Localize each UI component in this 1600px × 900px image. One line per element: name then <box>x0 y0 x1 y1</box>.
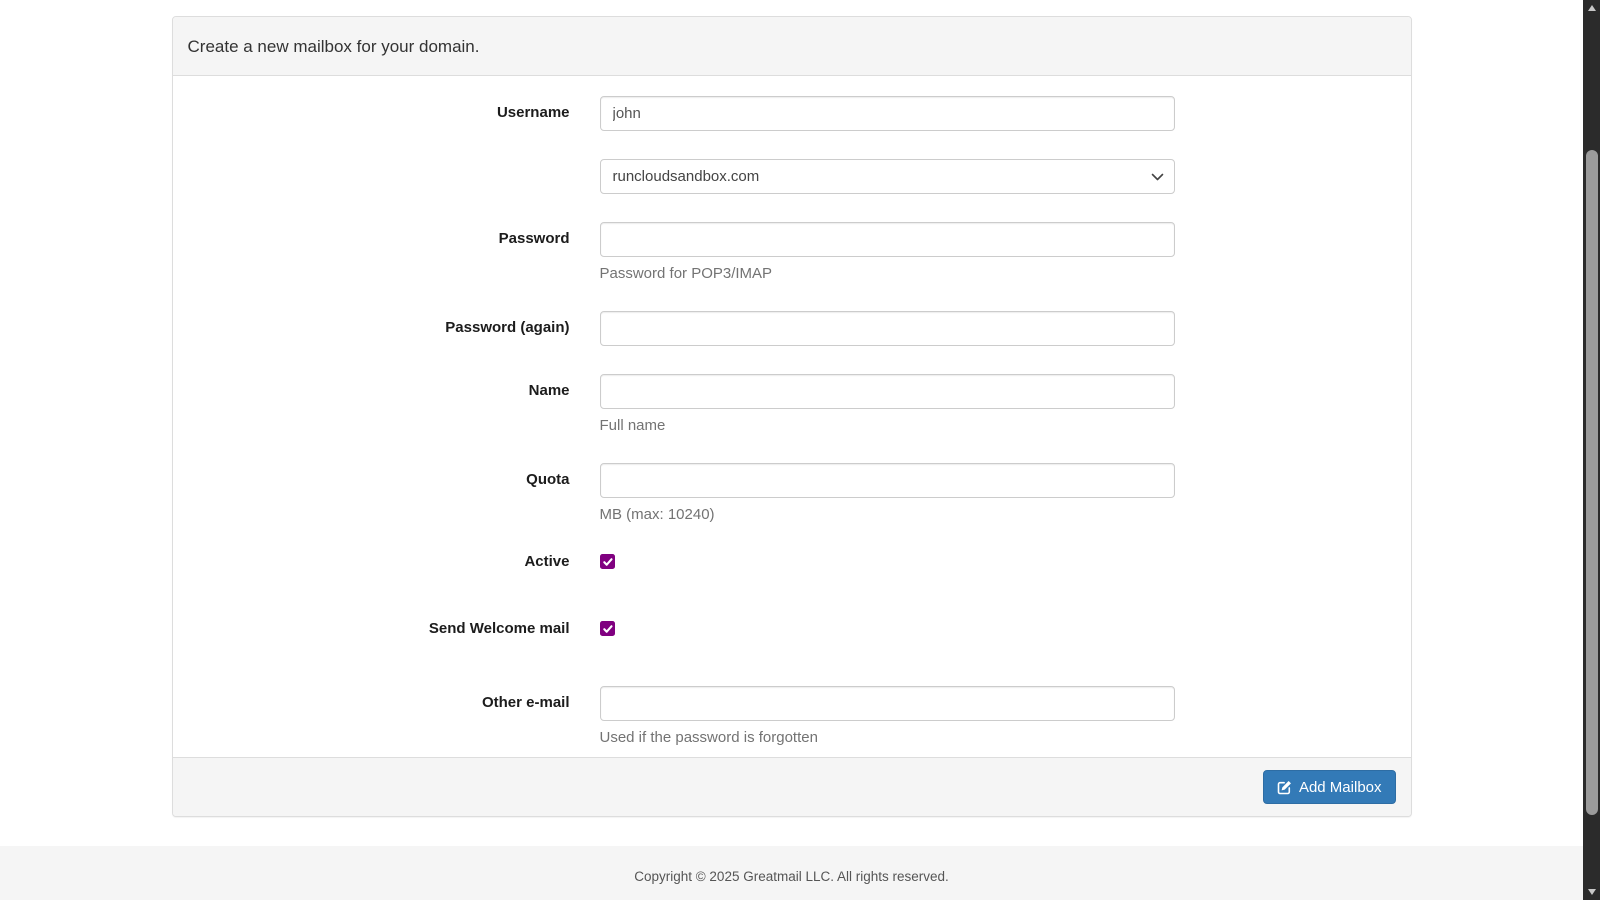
username-label: Username <box>496 104 570 121</box>
other-email-row <box>188 686 1396 747</box>
checkmark-icon <box>602 556 614 568</box>
password-row <box>188 222 1396 283</box>
active-row <box>188 552 1396 571</box>
other-email-help: Used if the password is forgotten <box>599 729 818 746</box>
triangle-up-icon <box>1588 5 1596 11</box>
password-label: Password <box>498 230 570 247</box>
quota-label: Quota <box>526 471 570 488</box>
panel-heading <box>173 17 1411 76</box>
panel-footer <box>173 757 1411 816</box>
active-checkbox[interactable] <box>600 554 615 569</box>
domain-select[interactable] <box>600 159 1175 194</box>
add-mailbox-button[interactable] <box>1263 770 1396 804</box>
password-again-row <box>188 311 1396 346</box>
domain-row <box>188 159 1396 194</box>
password-again-input[interactable] <box>600 311 1175 346</box>
username-row <box>188 96 1396 131</box>
name-help: Full name <box>599 417 666 434</box>
quota-row <box>188 463 1396 524</box>
vertical-scrollbar-thumb[interactable] <box>1586 150 1598 815</box>
checkmark-icon <box>602 623 614 635</box>
username-input[interactable] <box>600 96 1175 131</box>
send-welcome-checkbox[interactable] <box>600 621 615 636</box>
password-again-label: Password (again) <box>445 319 570 336</box>
password-input[interactable] <box>600 222 1175 257</box>
other-email-input[interactable] <box>600 686 1175 721</box>
mailbox-form <box>173 76 1411 757</box>
send-welcome-label: Send Welcome mail <box>428 620 570 637</box>
send-welcome-row <box>188 619 1396 638</box>
panel-title: Create a new mailbox for your domain. <box>187 37 480 56</box>
password-help: Password for POP3/IMAP <box>599 265 773 282</box>
add-mailbox-button-label: Add Mailbox <box>1298 778 1382 796</box>
scrollbar-up-arrow[interactable] <box>1583 0 1600 16</box>
quota-help: MB (max: 10240) <box>599 506 715 523</box>
create-mailbox-panel <box>172 16 1412 817</box>
content-container <box>172 16 1412 817</box>
edit-pencil-square-icon <box>1277 780 1292 795</box>
other-email-label: Other e-mail <box>481 694 570 711</box>
scrollbar-down-arrow[interactable] <box>1583 884 1600 900</box>
name-label: Name <box>528 382 570 399</box>
copyright-text: Copyright © 2025 Greatmail LLC. All rights reserved. <box>634 869 949 884</box>
page-footer <box>0 846 1583 900</box>
quota-input[interactable] <box>600 463 1175 498</box>
vertical-scrollbar-track[interactable] <box>1583 0 1600 900</box>
name-row <box>188 374 1396 435</box>
name-input[interactable] <box>600 374 1175 409</box>
triangle-down-icon <box>1588 889 1596 895</box>
active-label: Active <box>524 553 570 570</box>
